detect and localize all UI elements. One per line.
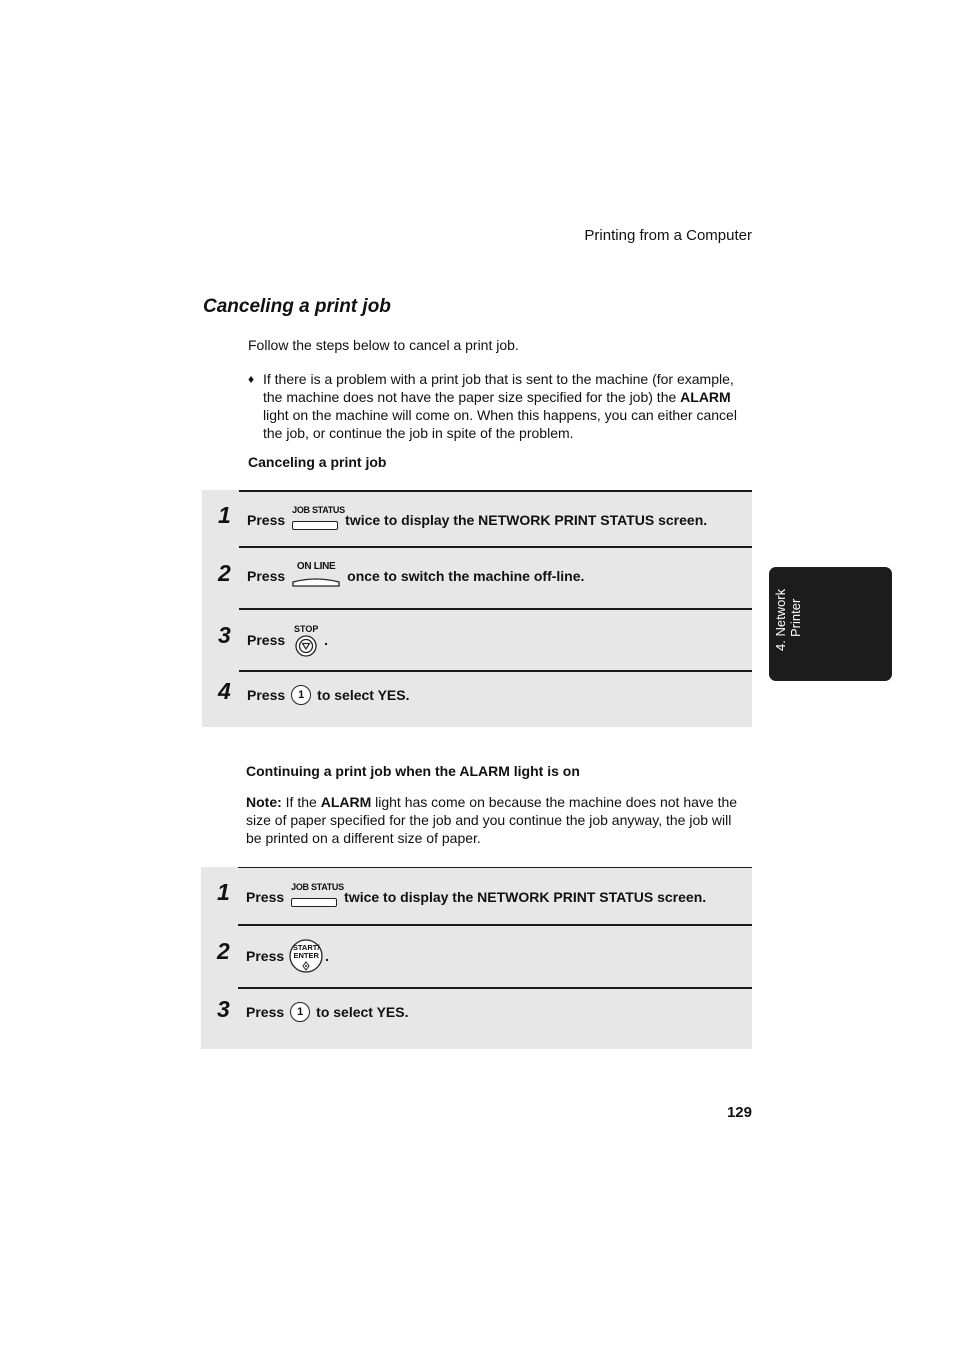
chapter-side-tab <box>769 567 892 681</box>
press-label: Press <box>247 687 286 703</box>
cancel-step-4 <box>218 670 752 729</box>
job-status-key-icon: JOB STATUS <box>291 885 337 909</box>
step-number: 2 <box>217 938 230 964</box>
continue-step-1 <box>217 867 752 925</box>
job-status-key-icon: JOB STATUS <box>292 508 338 532</box>
page-number: 129 <box>726 1104 752 1121</box>
start-enter-key-icon: START/ ENTER <box>289 939 323 973</box>
press-label: Press <box>246 889 285 905</box>
side-tab-line2: Printer <box>788 598 803 637</box>
running-header: Printing from a Computer <box>584 227 752 244</box>
cancel-step-2 <box>218 546 752 610</box>
step-instruction: once to switch the machine off-line. <box>347 568 585 584</box>
cancel-step-3 <box>218 608 752 672</box>
section-title: Canceling a print job <box>203 296 391 317</box>
step-number: 1 <box>217 879 230 905</box>
intro-text: Follow the steps below to cancel a print job. <box>248 337 519 353</box>
side-tab-line1: 4. Network <box>773 588 788 651</box>
note-paragraph: Note: If the ALARM light has come on because the machine does not have the size of paper specified for the job and you continue the job anyway, the job will be printed on a different size of paper. <box>246 794 738 846</box>
step-instruction: . <box>325 948 330 964</box>
stop-key-icon: STOP <box>293 624 319 656</box>
step-number: 1 <box>218 502 231 528</box>
alarm-bold: ALARM <box>680 389 731 405</box>
step-number: 3 <box>218 622 231 648</box>
press-label: Press <box>247 568 286 584</box>
continue-step-3 <box>217 987 752 1051</box>
step-number: 2 <box>218 560 231 586</box>
step-number: 3 <box>217 996 230 1022</box>
note-label: Note: <box>246 794 282 810</box>
alarm-bold: ALARM <box>320 794 372 810</box>
press-label: Press <box>247 632 286 648</box>
key-1-icon: 1 <box>290 1002 310 1022</box>
step-instruction: to select YES. <box>316 1004 409 1020</box>
subhead-canceling: Canceling a print job <box>248 454 387 470</box>
press-label: Press <box>246 1004 285 1020</box>
key-1-icon: 1 <box>291 685 311 705</box>
on-line-key-icon: ON LINE <box>292 564 340 588</box>
bullet-text: If there is a problem with a print job that is sent to the machine (for example, the machine does not have the paper size specified for the job) the ALARM light on the machine will come on. When this happens, you can either cancel the job, or continue the job in spite of the problem. <box>263 371 737 441</box>
subhead-continuing: Continuing a print job when the ALARM light is on <box>246 763 580 779</box>
cancel-steps-panel <box>202 490 752 727</box>
step-instruction: twice to display the NETWORK PRINT STATUS screen. <box>345 512 708 528</box>
cancel-step-1 <box>218 490 752 548</box>
step-number: 4 <box>218 678 231 704</box>
bullet-item <box>248 370 748 442</box>
step-instruction: . <box>324 632 329 648</box>
step-instruction: to select YES. <box>317 687 410 703</box>
continue-step-2 <box>217 924 752 989</box>
press-label: Press <box>247 512 286 528</box>
continue-steps-panel <box>201 867 752 1049</box>
press-label: Press <box>246 948 285 964</box>
step-instruction: twice to display the NETWORK PRINT STATUS screen. <box>344 889 707 905</box>
diamond-bullet-icon: ♦ <box>248 372 255 386</box>
